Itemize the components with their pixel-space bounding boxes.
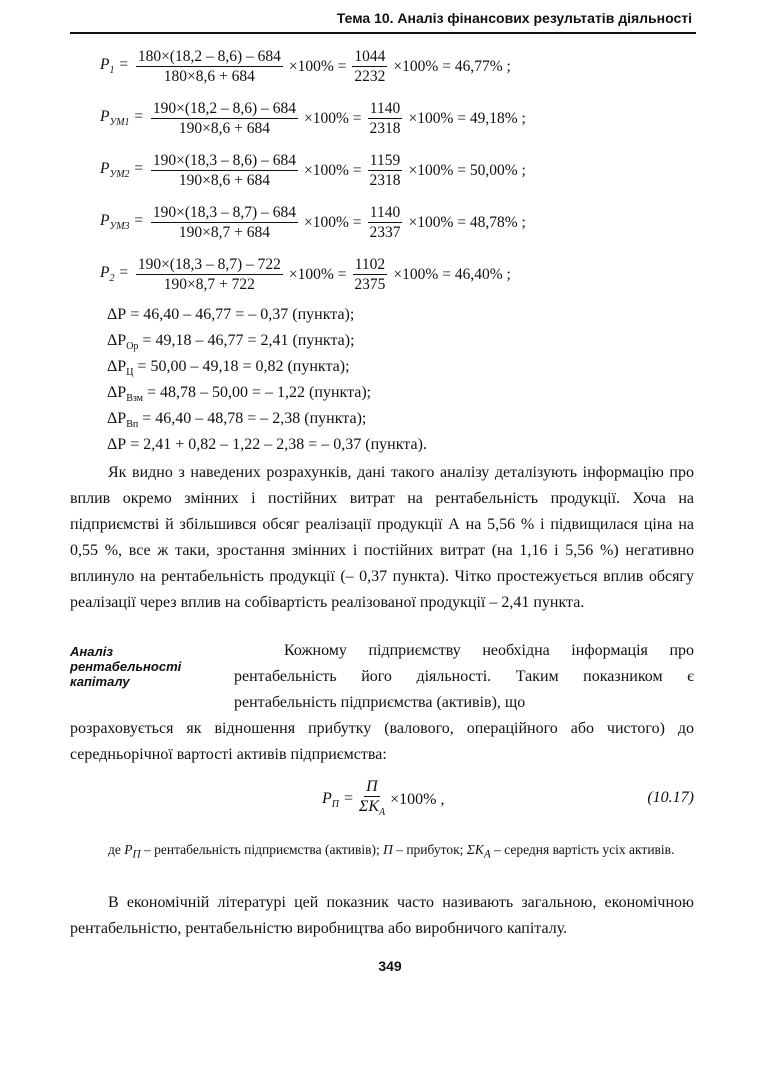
header-title: Тема 10. Аналіз фінансових результатів діяльності (336, 10, 692, 26)
paragraph-capital-intro: Кожному підприємству необхідна інформація про рентабельність його діяльності. Таким показником є рентабельність підприємства (активів), що (234, 642, 694, 711)
delta-line: $\Delta P_{Взм} = 48,78 - 50,00$ = – 1,22 (пункта); (107, 384, 372, 405)
margin-note: Аналіз рентабельності капіталу (70, 644, 182, 689)
formula-legend: де $P_П$ – рентабельність підприємства (активів); П – прибуток; $\Sigma K_А$ – середня вартість усіх активів. (108, 842, 675, 861)
paragraph-capital-continued: розраховується як відношення прибутку (валового, операційного або чистого) до середньорічної вартості активів підприємства: (70, 720, 694, 763)
page-number: 349 (378, 958, 402, 974)
delta-line: $\Delta P_Ц = 50,00 - 49,18 = 0,82$ (пункта); (107, 358, 350, 379)
delta-line: ΔP = 2,41 + 0,82 – 1,22 – 2,38 = – 0,37 (пункта). (107, 436, 427, 453)
delta-line: ΔP = 46,40 – 46,77 = – 0,37 (пункта); (107, 306, 355, 323)
paragraph-analysis: Як видно з наведених розрахунків, дані такого аналізу деталізують інформацію про вплив окремо змінних і постійних витрат на рентабельність продукції. Хоча на підприємстві й збільшився обсяг реалізації продукції А на 5,56 % і підвищилася ціна на 0,55 %, все ж таки, зростання змінних і постійних витрат (на 1,16 і 5,56 %) негативно вплинуло на рентабельність продукції (– 0,37 пункта). Чітко простежується вплив обсягу реалізації через вплив на собівартість реалізованої продукції – 2,41 пункта. (70, 464, 694, 611)
formula-number: (10.17) (647, 789, 694, 806)
delta-line: $\Delta P_{Ор} = 49,18 - 46,77 = 2,41$ (пункта); (107, 332, 355, 353)
page-header (70, 8, 696, 34)
equation-p2: $P_2$ = $\frac{190\times(18,3 - 8,7) - 722}{190\times 8,7 + 722}$ ×100% = $\frac{1102}{2375}$ ×100% = 46,40% ; (100, 256, 511, 293)
paragraph-terminology: В економічній літературі цей показник часто називають загальною, економічною рентабельністю, рентабельністю виробництва або виробничого капіталу. (70, 894, 694, 937)
equation-pum3: $P_{УМ3}$ = $\frac{190\times(18,3 - 8,7) - 684}{190\times 8,7 + 684}$ ×100% = $\frac{1140}{2337}$ ×100% = 48,78% ; (100, 204, 526, 241)
formula-10-17: $P_П$ = $\frac{П}{\Sigma K_А}$ ×100% , (322, 778, 445, 819)
delta-line: $\Delta P_{Вп} = 46,40 - 48,78$ = – 2,38 (пункта); (107, 410, 367, 431)
equation-pum1: $P_{УМ1}$ = $\frac{190\times(18,2 - 8,6) - 684}{190\times 8,6 + 684}$ ×100% = $\frac{1140}{2318}$ ×100% = 49,18% ; (100, 100, 526, 137)
equation-p1: $P_1$ = $\frac{180\times(18,2 - 8,6) - 684}{180\times 8,6 + 684}$ ×100% = $\frac{1044}{2232}$ ×100% = 46,77% ; (100, 48, 511, 85)
equation-pum2: $P_{УМ2}$ = $\frac{190\times(18,3 - 8,6) - 684}{190\times 8,6 + 684}$ ×100% = $\frac{1159}{2318}$ ×100% = 50,00% ; (100, 152, 526, 189)
